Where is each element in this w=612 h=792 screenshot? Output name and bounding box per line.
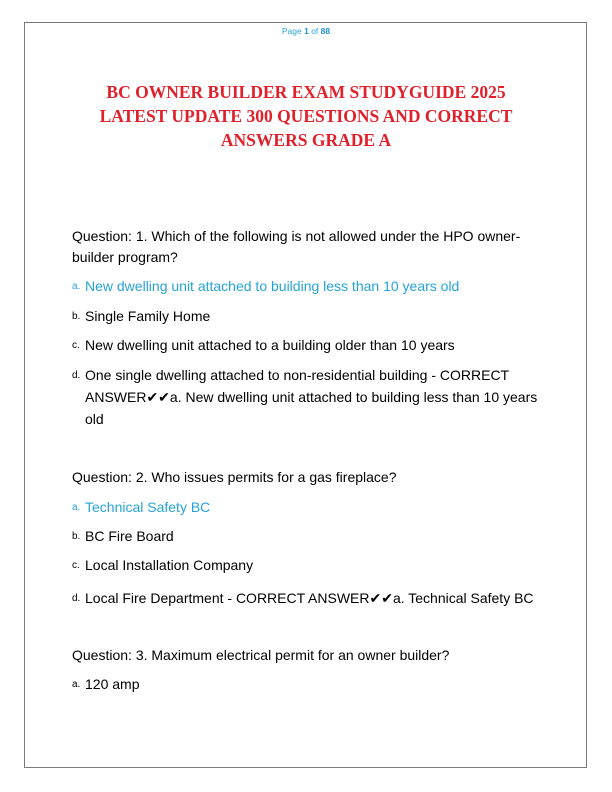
- option-text: New dwelling unit attached to a building older than 10 years: [85, 337, 455, 353]
- option-text: Local Installation Company: [85, 557, 254, 573]
- document-title: [56, 80, 556, 152]
- option-letter: d.: [72, 370, 81, 381]
- option-text: One single dwelling attached to non-residential building - CORRECT ANSWER✔✔a. New dwelling unit attached to building less than 10 years old: [85, 367, 538, 427]
- option-letter: b.: [72, 531, 81, 542]
- question-2-option-a: [72, 496, 542, 519]
- question-3: Question: 3. Maximum electrical permit for an owner builder?: [72, 647, 450, 663]
- option-letter: b.: [72, 311, 81, 322]
- question-1: Question: 1. Which of the following is not allowed under the HPO owner-builder program?: [72, 228, 521, 265]
- option-letter: a.: [72, 281, 81, 292]
- page-of: of: [311, 26, 319, 36]
- page-total: 88: [320, 26, 331, 36]
- question-3-option-a: [72, 673, 542, 696]
- option-letter: c.: [72, 560, 80, 571]
- option-text: BC Fire Board: [85, 528, 174, 544]
- page-number: [0, 26, 612, 36]
- question-2-option-c: [72, 554, 542, 577]
- option-text: New dwelling unit attached to building less than 10 years old: [85, 278, 460, 294]
- question-1-option-a: [72, 275, 542, 298]
- question-2-option-d: [72, 587, 542, 610]
- question-1-option-c: [72, 334, 542, 357]
- question-2-option-b: [72, 525, 542, 548]
- option-text: Local Fire Department - CORRECT ANSWER✔✔a. Technical Safety BC: [85, 590, 534, 606]
- option-letter: c.: [72, 340, 80, 351]
- question-2: Question: 2. Who issues permits for a gas fireplace?: [72, 469, 397, 485]
- option-text: 120 amp: [85, 676, 140, 692]
- page-current: 1: [304, 26, 309, 36]
- option-letter: d.: [72, 593, 81, 604]
- question-1-option-b: [72, 305, 542, 328]
- option-text: Technical Safety BC: [85, 499, 211, 515]
- title-line-1: BC OWNER BUILDER EXAM STUDYGUIDE 2025: [106, 82, 506, 102]
- title-line-3: ANSWERS GRADE A: [220, 130, 392, 150]
- option-text: Single Family Home: [85, 308, 211, 324]
- option-letter: a.: [72, 679, 81, 690]
- option-letter: a.: [72, 502, 81, 513]
- title-line-2: LATEST UPDATE 300 QUESTIONS AND CORRECT: [99, 106, 513, 126]
- page-label: Page: [281, 26, 302, 36]
- question-1-option-d: [72, 364, 542, 430]
